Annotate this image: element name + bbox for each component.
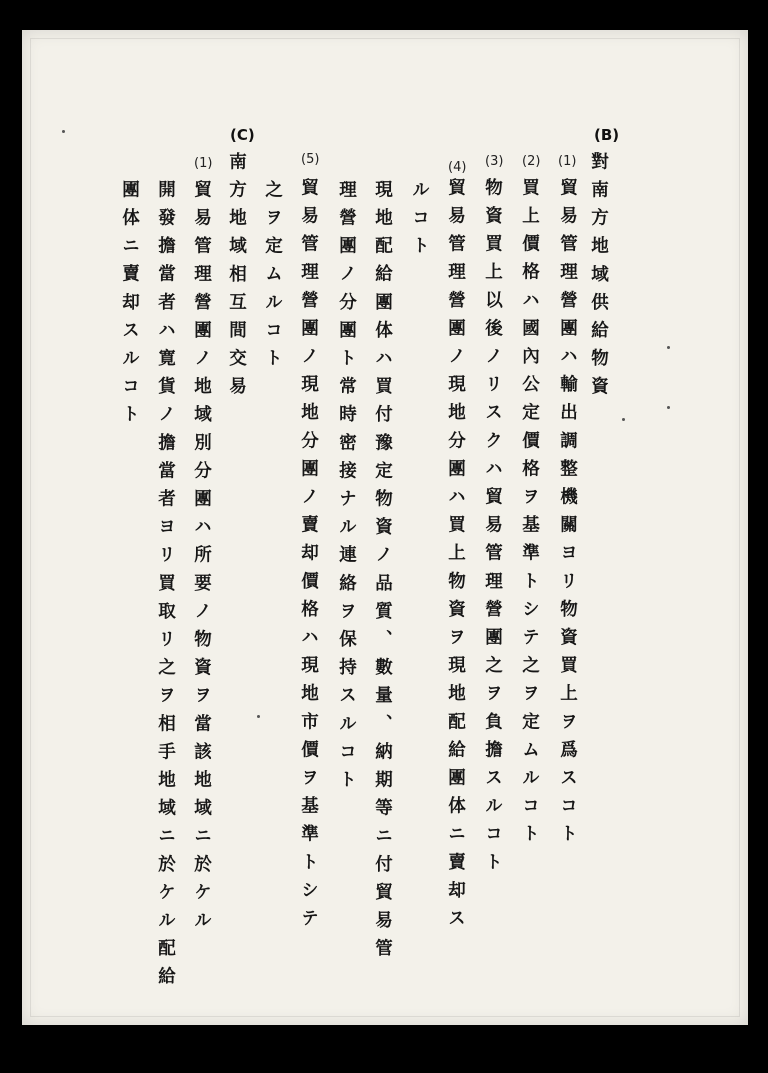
item-c1-text-3: 團体ニ賣却スルコト (119, 180, 140, 433)
item-b5-label: (5) (301, 152, 320, 167)
item-b4-text-3: 現地配給團体ハ買付豫定物資ノ品質、數量、納期等ニ付貿易管 (372, 180, 393, 967)
section-c-heading: 南方地域相互間交易 (226, 152, 247, 405)
item-b1-label: (1) (558, 154, 577, 169)
item-c1-text-1: 貿易管理營團ノ地域別分團ハ所要ノ物資ヲ當該地域ニ於ケル (191, 180, 212, 939)
item-b2-label: (2) (522, 154, 541, 169)
document-page (22, 30, 748, 1025)
item-c1-text-2: 開發擔當者ハ寛貨ノ擔當者ヨリ買取リ之ヲ相手地域ニ於ケル配給 (155, 180, 176, 995)
item-b4-text-4: 理營團ノ分團ト常時密接ナル連絡ヲ保持スルコト (336, 180, 357, 799)
item-b3-text: 物資買上以後ノリスクハ貿易管理營團之ヲ負擔スルコト (482, 178, 503, 881)
item-b4-label: (4) (448, 160, 467, 175)
item-b4-text-2: ルコト (409, 180, 430, 265)
item-b1-text: 貿易管理營團ハ輸出調整機關ヨリ物資買上ヲ爲スコト (557, 178, 578, 853)
section-b-marker: (B) (594, 126, 620, 144)
section-c-marker: (C) (230, 126, 255, 144)
item-c1-label: (1) (194, 156, 213, 171)
item-b5-text-1: 貿易管理營團ノ現地分團ノ賣却價格ハ現地市價ヲ基準トシテ (298, 178, 319, 937)
item-b3-label: (3) (485, 154, 504, 169)
item-b5-text-2: 之ヲ定ムルコト (262, 180, 283, 377)
item-b2-text: 買上價格ハ國內公定價格ヲ基準トシテ之ヲ定ムルコト (519, 178, 540, 853)
item-b4-text-1: 貿易管理營團ノ現地分團ハ買上物資ヲ現地配給團体ニ賣却ス (445, 178, 466, 937)
section-b-heading: 對南方地域供給物資 (588, 152, 609, 405)
